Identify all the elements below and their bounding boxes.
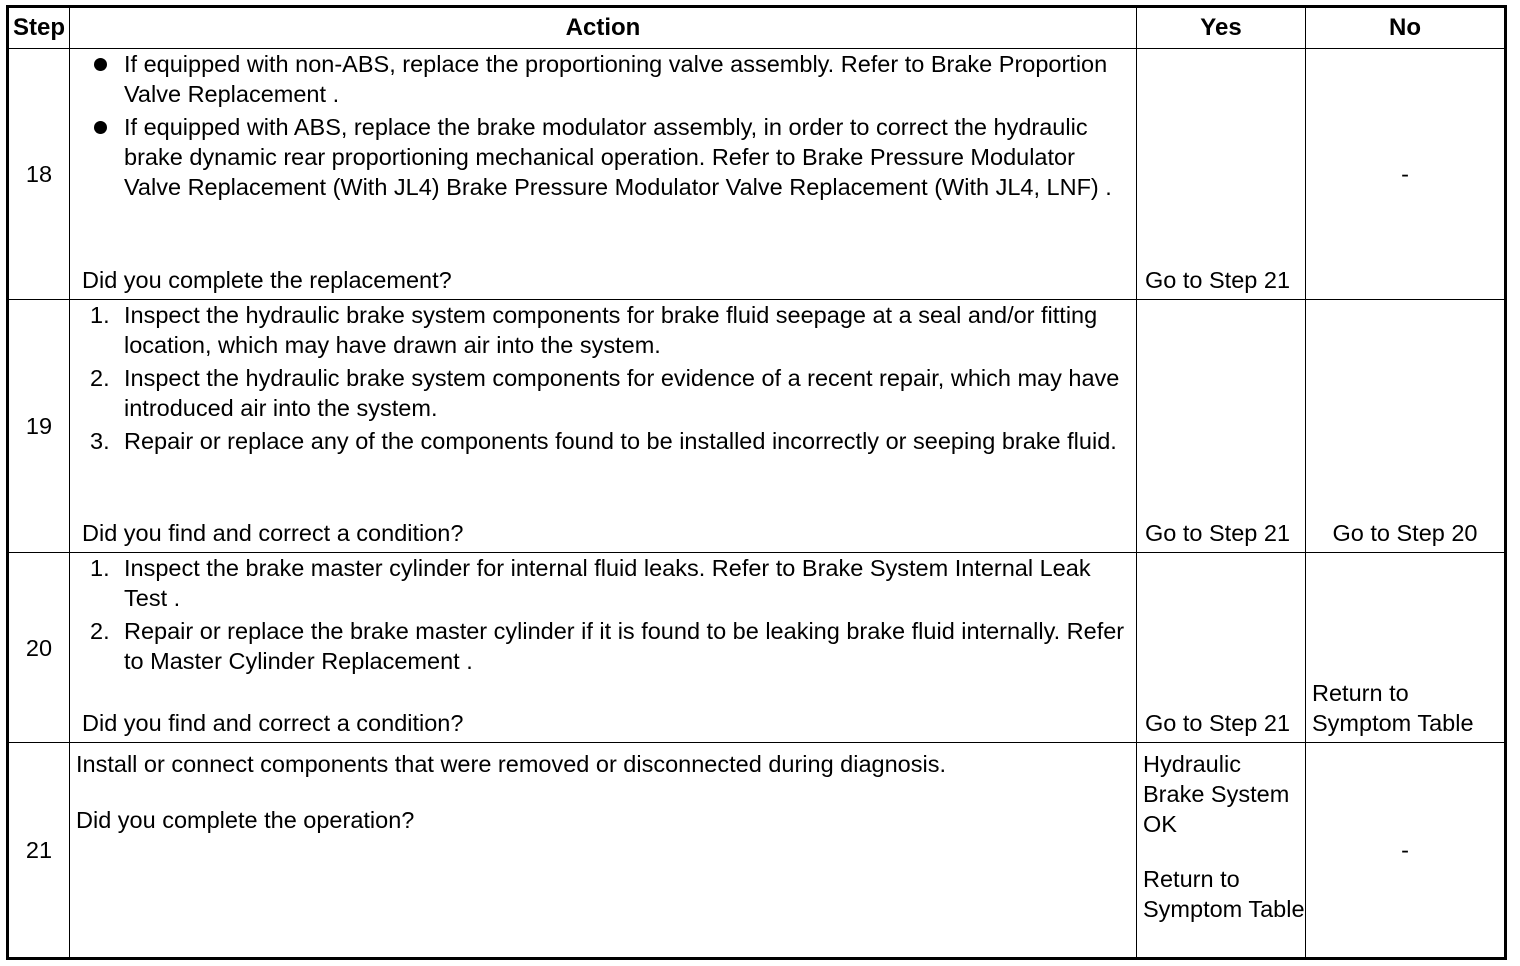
list-item: 1. Inspect the hydraulic brake system components for brake fluid seepage at a seal and/or fitting location, which may have drawn air into the system.: [90, 302, 1098, 358]
step-number: 20: [8, 553, 70, 743]
list-item: If equipped with ABS, replace the brake modulator assembly, in order to correct the hydraulic brake dynamic rear proportioning mechanical operation. Refer to Brake Pressure Modulator Valve Replacement (With JL4) Brake Pressure Modulator Valve Replacement (With JL4, LNF) .: [76, 112, 1130, 202]
header-action: Action: [70, 7, 1137, 49]
yes-cell: [1137, 300, 1306, 553]
yes-cell: [1137, 49, 1306, 300]
list-item: 2. Inspect the hydraulic brake system components for evidence of a recent repair, which may have introduced air into the system.: [90, 365, 1120, 421]
no-text: -: [1401, 161, 1409, 187]
no-text: -: [1401, 837, 1409, 863]
no-cell: [1306, 49, 1506, 300]
bullet-icon: [94, 121, 107, 134]
question-text: Did you complete the replacement?: [82, 267, 452, 293]
action-cell: [70, 743, 1137, 959]
step-number: 19: [8, 300, 70, 553]
table-row-step-21: [8, 743, 1506, 959]
yes-cell: [1137, 743, 1306, 959]
yes-text-ok: Hydraulic Brake System OK: [1143, 751, 1290, 837]
bullet-icon: [94, 58, 107, 71]
table-row-step-18: [8, 49, 1506, 300]
header-no: No: [1306, 7, 1506, 49]
yes-text-return: Return to Symptom Table: [1143, 866, 1305, 922]
yes-cell: [1137, 553, 1306, 743]
step-number: 21: [8, 743, 70, 959]
no-cell: [1306, 300, 1506, 553]
action-cell: [70, 553, 1137, 743]
numbered-list: [76, 300, 1130, 456]
list-item: 1. Inspect the brake master cylinder for internal fluid leaks. Refer to Brake System Internal Leak Test .: [90, 555, 1091, 611]
yes-text: Go to Step 21: [1145, 267, 1291, 293]
diagnostic-table: [6, 5, 1507, 960]
question-text: Did you complete the operation?: [76, 807, 415, 833]
header-yes: Yes: [1137, 7, 1306, 49]
action-text: Install or connect components that were removed or disconnected during diagnosis.: [76, 751, 946, 777]
question-text: Did you find and correct a condition?: [82, 520, 464, 546]
header-row: [8, 7, 1506, 49]
header-step: Step: [8, 7, 70, 49]
action-cell: [70, 300, 1137, 553]
table-row-step-19: [8, 300, 1506, 553]
step-number: 18: [8, 49, 70, 300]
bullet-list: [76, 49, 1130, 202]
no-text: Go to Step 20: [1332, 520, 1478, 546]
yes-text: Go to Step 21: [1145, 520, 1291, 546]
no-text: Return to Symptom Table: [1312, 680, 1474, 736]
list-item: 2. Repair or replace the brake master cylinder if it is found to be leaking brake fluid internally. Refer to Master Cylinder Replacement .: [90, 618, 1125, 674]
numbered-list: [76, 553, 1130, 676]
list-item: 3. Repair or replace any of the components found to be installed incorrectly or seeping brake fluid.: [90, 428, 1117, 454]
no-cell: [1306, 553, 1506, 743]
yes-text: Go to Step 21: [1145, 710, 1291, 736]
action-cell: [70, 49, 1137, 300]
table-row-step-20: [8, 553, 1506, 743]
question-text: Did you find and correct a condition?: [82, 710, 464, 736]
no-cell: [1306, 743, 1506, 959]
list-item: If equipped with non-ABS, replace the proportioning valve assembly. Refer to Brake Proportion Valve Replacement .: [76, 49, 1130, 109]
